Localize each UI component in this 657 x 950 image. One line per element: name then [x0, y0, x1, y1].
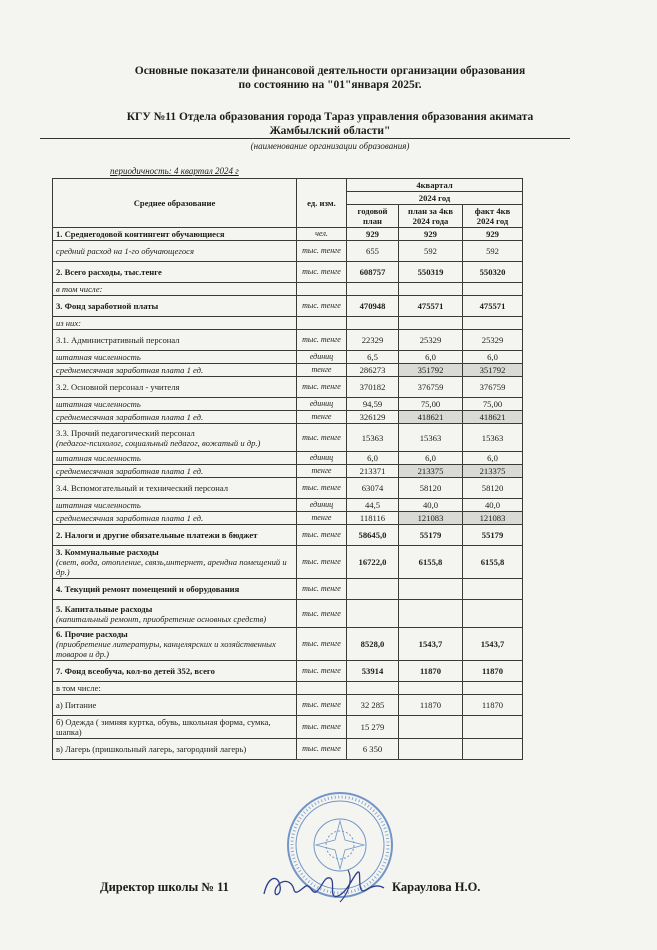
row-name	[53, 739, 297, 760]
row-gap	[523, 579, 575, 600]
row-value-v2: 15363	[399, 424, 463, 452]
table-body	[53, 228, 575, 760]
row-unit: тыс. тенге	[297, 600, 347, 628]
row-name-text: 3.4. Вспомогательный и технический персонал	[56, 483, 229, 493]
row-name	[53, 351, 297, 364]
row-gap	[523, 330, 575, 351]
row-value-v1	[347, 682, 399, 695]
period-label	[110, 166, 239, 176]
row-value-v1	[347, 600, 399, 628]
row-name	[53, 478, 297, 499]
table-row	[53, 579, 575, 600]
row-gap	[523, 262, 575, 283]
header-quarter: 4квартал	[347, 179, 523, 192]
row-value-v2	[399, 739, 463, 760]
row-value-v3: 121083	[463, 512, 523, 525]
row-value-v3	[463, 317, 523, 330]
row-gap	[523, 739, 575, 760]
row-value-v2: 376759	[399, 377, 463, 398]
table-row	[53, 661, 575, 682]
row-value-v3: 6,0	[463, 452, 523, 465]
row-unit: единиц	[297, 398, 347, 411]
row-gap	[523, 546, 575, 579]
row-name-text: из них:	[56, 318, 82, 328]
row-value-v2: 213375	[399, 465, 463, 478]
row-gap	[523, 452, 575, 465]
row-gap	[523, 499, 575, 512]
row-unit: единиц	[297, 351, 347, 364]
row-value-v1: 32 285	[347, 695, 399, 716]
row-name	[53, 364, 297, 377]
row-unit: единиц	[297, 499, 347, 512]
row-value-v1: 655	[347, 241, 399, 262]
row-value-v1: 44,5	[347, 499, 399, 512]
row-name-text: штатная численность	[56, 500, 141, 510]
row-value-v3	[463, 682, 523, 695]
row-name-text: 3.1. Административный персонал	[56, 335, 180, 345]
financial-table	[52, 178, 575, 760]
row-name-text: штатная численность	[56, 453, 141, 463]
table-row	[53, 525, 575, 546]
row-gap	[523, 512, 575, 525]
header-unit: ед. изм.	[297, 179, 347, 228]
row-unit: тыс. тенге	[297, 478, 347, 499]
table-row	[53, 330, 575, 351]
row-value-v3	[463, 283, 523, 296]
row-name-text: 1. Среднегодовой контингент обучающиеся	[56, 229, 225, 239]
row-name-text: 2. Налоги и другие обязательные платежи в бюджет	[56, 530, 258, 540]
header-q4-fact: факт 4кв 2024 год	[463, 205, 523, 228]
row-gap	[523, 283, 575, 296]
row-value-v1	[347, 283, 399, 296]
row-value-v1: 6 350	[347, 739, 399, 760]
row-unit: тенге	[297, 364, 347, 377]
organization-name	[60, 110, 600, 138]
table-row	[53, 398, 575, 411]
row-unit: чел.	[297, 228, 347, 241]
row-value-v1	[347, 579, 399, 600]
table-row	[53, 465, 575, 478]
header-gap	[523, 179, 575, 228]
row-value-v3	[463, 579, 523, 600]
row-value-v2: 1543,7	[399, 628, 463, 661]
row-gap	[523, 296, 575, 317]
header-annual-plan: годовой план	[347, 205, 399, 228]
row-name	[53, 546, 297, 579]
row-value-v3: 6,0	[463, 351, 523, 364]
table-row	[53, 628, 575, 661]
director-title: Директор школы № 11	[100, 880, 229, 894]
row-subtext: (приобретение литературы, канцелярских и хозяйственных товаров и др.)	[56, 639, 276, 659]
row-unit: тыс. тенге	[297, 739, 347, 760]
row-value-v2: 550319	[399, 262, 463, 283]
row-unit: тыс. тенге	[297, 241, 347, 262]
row-value-v1: 470948	[347, 296, 399, 317]
row-value-v1: 15 279	[347, 716, 399, 739]
row-name	[53, 628, 297, 661]
row-value-v3: 15363	[463, 424, 523, 452]
row-value-v2: 592	[399, 241, 463, 262]
table-row	[53, 478, 575, 499]
row-value-v2	[399, 317, 463, 330]
row-value-v1: 213371	[347, 465, 399, 478]
row-value-v3: 58120	[463, 478, 523, 499]
row-value-v2: 25329	[399, 330, 463, 351]
table-row	[53, 499, 575, 512]
row-value-v1: 286273	[347, 364, 399, 377]
table-row	[53, 411, 575, 424]
row-name	[53, 525, 297, 546]
header-name: Среднее образование	[53, 179, 297, 228]
row-value-v1: 370182	[347, 377, 399, 398]
row-name	[53, 682, 297, 695]
row-gap	[523, 600, 575, 628]
row-value-v1: 6,5	[347, 351, 399, 364]
row-unit: тенге	[297, 411, 347, 424]
row-value-v3: 929	[463, 228, 523, 241]
table-row	[53, 317, 575, 330]
row-value-v3: 11870	[463, 661, 523, 682]
row-unit: тыс. тенге	[297, 262, 347, 283]
row-value-v3: 213375	[463, 465, 523, 478]
row-value-v2: 55179	[399, 525, 463, 546]
row-value-v2: 6,0	[399, 452, 463, 465]
row-gap	[523, 465, 575, 478]
row-value-v3	[463, 739, 523, 760]
header-year: 2024 год	[347, 192, 523, 205]
table-row	[53, 695, 575, 716]
director-signature-icon	[258, 866, 388, 906]
row-unit	[297, 317, 347, 330]
row-name-text: б) Одежда ( зимняя куртка, обувь, школьная форма, сумка, шапка)	[56, 717, 271, 737]
row-name-text: в том числе:	[56, 284, 103, 294]
row-name-text: в том числе:	[56, 683, 101, 693]
row-gap	[523, 628, 575, 661]
row-value-v3: 1543,7	[463, 628, 523, 661]
table-row	[53, 351, 575, 364]
row-unit: тыс. тенге	[297, 661, 347, 682]
row-gap	[523, 317, 575, 330]
row-value-v3: 55179	[463, 525, 523, 546]
row-subtext: (педагог-психолог, социальный педагог, вожатый и др.)	[56, 437, 261, 448]
title-line-1: Основные показатели финансовой деятельности организации образования	[134, 65, 526, 77]
row-value-v3: 351792	[463, 364, 523, 377]
row-value-v2: 121083	[399, 512, 463, 525]
table-row	[53, 600, 575, 628]
row-value-v3: 6155,8	[463, 546, 523, 579]
row-name-text: 3.2. Основной персонал - учителя	[56, 382, 180, 392]
row-unit: тыс. тенге	[297, 628, 347, 661]
row-name	[53, 600, 297, 628]
row-value-v3: 11870	[463, 695, 523, 716]
row-value-v1: 6,0	[347, 452, 399, 465]
row-value-v3: 40,0	[463, 499, 523, 512]
org-line-1: КГУ №11 Отдела образования города Тараз управления образования акимата	[126, 111, 534, 123]
row-unit: тыс. тенге	[297, 424, 347, 452]
row-unit: тыс. тенге	[297, 525, 347, 546]
row-name	[53, 296, 297, 317]
table-row	[53, 262, 575, 283]
row-value-v1: 15363	[347, 424, 399, 452]
row-value-v3: 475571	[463, 296, 523, 317]
row-gap	[523, 351, 575, 364]
org-line-2: Жамбылский области"	[269, 125, 391, 137]
row-name-text: среднемесячная заработная плата 1 ед.	[56, 412, 204, 422]
row-unit: тыс. тенге	[297, 546, 347, 579]
table-row	[53, 512, 575, 525]
row-value-v1: 58645,0	[347, 525, 399, 546]
row-value-v3: 550320	[463, 262, 523, 283]
row-name-text: а) Питание	[56, 700, 97, 710]
row-gap	[523, 478, 575, 499]
row-value-v3: 418621	[463, 411, 523, 424]
row-gap	[523, 682, 575, 695]
row-gap	[523, 241, 575, 262]
row-value-v2: 40,0	[399, 499, 463, 512]
row-subtext: (капитальный ремонт, приобретение основных средств)	[56, 613, 267, 624]
row-value-v3	[463, 716, 523, 739]
row-unit: тыс. тенге	[297, 695, 347, 716]
row-subtext: (свет, вода, отопление, связь,интернет, арендна помещений и др.)	[56, 557, 287, 577]
row-gap	[523, 716, 575, 739]
row-gap	[523, 228, 575, 241]
row-value-v3: 376759	[463, 377, 523, 398]
title-line-2: по состоянию на "01"января 2025г.	[238, 79, 422, 91]
table-row	[53, 228, 575, 241]
row-value-v2: 75,00	[399, 398, 463, 411]
row-name-text: штатная численность	[56, 352, 141, 362]
row-value-v2: 58120	[399, 478, 463, 499]
row-value-v2: 418621	[399, 411, 463, 424]
row-value-v2: 351792	[399, 364, 463, 377]
document-title	[60, 64, 600, 92]
row-name-text: 3. Фонд заработной платы	[56, 301, 159, 311]
row-gap	[523, 661, 575, 682]
row-gap	[523, 695, 575, 716]
director-name: Караулова Н.О.	[392, 880, 481, 894]
row-unit: тыс. тенге	[297, 579, 347, 600]
row-value-v2: 475571	[399, 296, 463, 317]
row-value-v1	[347, 317, 399, 330]
row-value-v2: 6,0	[399, 351, 463, 364]
row-name	[53, 330, 297, 351]
row-value-v1: 63074	[347, 478, 399, 499]
row-name	[53, 499, 297, 512]
row-name-text: среднемесячная заработная плата 1 ед.	[56, 365, 204, 375]
row-gap	[523, 364, 575, 377]
row-value-v1: 22329	[347, 330, 399, 351]
table-row	[53, 716, 575, 739]
row-unit: тыс. тенге	[297, 716, 347, 739]
row-name-text: среднемесячная заработная плата 1 ед.	[56, 466, 204, 476]
row-value-v1: 608757	[347, 262, 399, 283]
period-text: периодичность: 4 квартал 2024 г	[110, 166, 239, 176]
row-unit: тыс. тенге	[297, 377, 347, 398]
row-name	[53, 228, 297, 241]
table-row	[53, 452, 575, 465]
row-name	[53, 424, 297, 452]
row-gap	[523, 377, 575, 398]
row-name-text: 3.3. Прочий педагогический персонал	[56, 427, 195, 438]
row-value-v2: 6155,8	[399, 546, 463, 579]
row-unit	[297, 283, 347, 296]
row-value-v1: 53914	[347, 661, 399, 682]
row-value-v1: 929	[347, 228, 399, 241]
table-row	[53, 682, 575, 695]
row-name	[53, 411, 297, 424]
table-row	[53, 241, 575, 262]
row-name	[53, 283, 297, 296]
row-name	[53, 695, 297, 716]
row-name	[53, 716, 297, 739]
row-value-v3	[463, 600, 523, 628]
row-gap	[523, 424, 575, 452]
row-name-text: 2. Всего расходы, тыс.тенге	[56, 267, 162, 277]
row-gap	[523, 411, 575, 424]
row-value-v2: 929	[399, 228, 463, 241]
table-row	[53, 296, 575, 317]
row-name	[53, 317, 297, 330]
row-name-text: 3. Коммунальные расходы	[56, 547, 159, 557]
row-name	[53, 512, 297, 525]
row-value-v2	[399, 600, 463, 628]
row-name-text: 6. Прочие расходы	[56, 629, 128, 639]
row-name	[53, 398, 297, 411]
table-row	[53, 364, 575, 377]
row-name	[53, 452, 297, 465]
row-value-v2	[399, 716, 463, 739]
table-row	[53, 546, 575, 579]
row-name	[53, 262, 297, 283]
row-name-text: в) Лагерь (пришкольный лагерь, загородний лагерь)	[56, 744, 247, 754]
row-name-text: средний расход на 1-го обучающегося	[56, 246, 194, 256]
row-value-v3: 25329	[463, 330, 523, 351]
row-unit: тенге	[297, 465, 347, 478]
org-caption: (наименование организации образования)	[250, 141, 410, 151]
row-value-v3: 592	[463, 241, 523, 262]
row-value-v3: 75,00	[463, 398, 523, 411]
row-name-text: 5. Капитальные расходы	[56, 603, 153, 614]
row-value-v2	[399, 283, 463, 296]
row-value-v2: 11870	[399, 661, 463, 682]
table-row	[53, 377, 575, 398]
row-name-text: 7. Фонд всеобуча, кол-во детей 352, всего	[56, 666, 215, 676]
row-unit	[297, 682, 347, 695]
row-value-v1: 326129	[347, 411, 399, 424]
row-name	[53, 579, 297, 600]
row-unit: тыс. тенге	[297, 296, 347, 317]
row-value-v1: 118116	[347, 512, 399, 525]
row-value-v1: 94,59	[347, 398, 399, 411]
row-name	[53, 241, 297, 262]
row-name-text: 4. Текущий ремонт помещений и оборудования	[56, 584, 240, 594]
table-row	[53, 283, 575, 296]
row-gap	[523, 525, 575, 546]
row-name-text: штатная численность	[56, 399, 141, 409]
row-name-text: среднемесячная заработная плата 1 ед.	[56, 513, 204, 523]
row-name	[53, 377, 297, 398]
row-name	[53, 661, 297, 682]
row-name	[53, 465, 297, 478]
row-unit: единиц	[297, 452, 347, 465]
table-row	[53, 739, 575, 760]
row-value-v1: 16722,0	[347, 546, 399, 579]
row-value-v2	[399, 682, 463, 695]
row-value-v2: 11870	[399, 695, 463, 716]
row-value-v2	[399, 579, 463, 600]
header-q4-plan: план за 4кв 2024 года	[399, 205, 463, 228]
row-unit: тыс. тенге	[297, 330, 347, 351]
table-row	[53, 424, 575, 452]
org-underline	[40, 138, 570, 139]
row-value-v1: 8528,0	[347, 628, 399, 661]
row-unit: тенге	[297, 512, 347, 525]
row-gap	[523, 398, 575, 411]
